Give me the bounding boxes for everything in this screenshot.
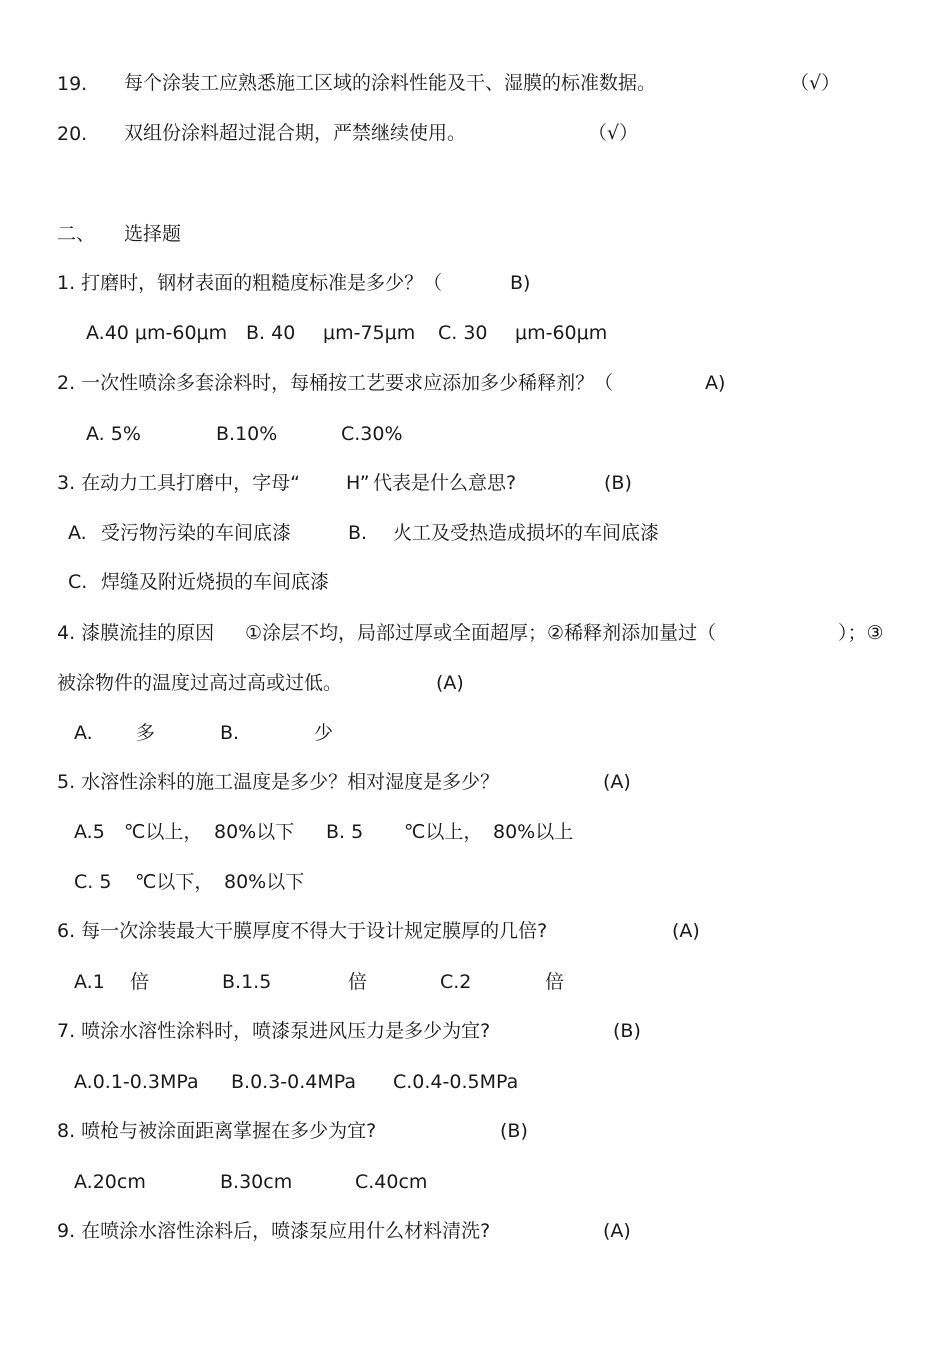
q5-option-a-humidity: 80%以下 — [214, 821, 295, 843]
q7-answer: (B) — [613, 1020, 641, 1042]
q20-text: 双组份涂料超过混合期，严禁继续使用。 — [124, 122, 467, 144]
q1-option-b: B. 40 — [246, 322, 296, 344]
q4-answer: (A) — [436, 672, 464, 694]
q3-letter: H” — [346, 472, 370, 494]
q3-option-b: 火工及受热造成损坏的车间底漆 — [393, 522, 660, 544]
q7-text: 7. 喷涂水溶性涂料时，喷漆泵进风压力是多少为宜? — [57, 1020, 491, 1042]
q1-option-c: C. 30 — [438, 322, 488, 344]
q4-option-b-label: B. — [220, 722, 240, 744]
q6-option-b-unit: 倍 — [348, 971, 368, 993]
section-number: 二、 — [57, 223, 96, 245]
q6-option-c-unit: 倍 — [545, 971, 565, 993]
q5-option-c-temp: ℃以下， — [135, 871, 214, 893]
q5-option-b-humidity: 80%以上 — [493, 821, 574, 843]
q5-option-a: A.5 — [74, 821, 105, 843]
q8-option-a: A.20cm — [74, 1171, 146, 1193]
q6-option-c: C.2 — [440, 971, 472, 993]
q5-answer: (A) — [603, 771, 631, 793]
q1-option-b-unit: μm-75μm — [323, 322, 416, 344]
q4-option-b: 少 — [314, 722, 334, 744]
q8-option-c: C.40cm — [355, 1171, 428, 1193]
q20-answer: （√） — [588, 122, 639, 144]
q5-option-a-temp: ℃以上， — [124, 821, 203, 843]
q7-option-c: C.0.4-0.5MPa — [393, 1071, 519, 1093]
q2-option-a: A. 5% — [86, 423, 141, 445]
q5-option-c: C. 5 — [74, 871, 112, 893]
q4-option-a-label: A. — [74, 722, 93, 744]
q6-answer: (A) — [672, 920, 700, 942]
q1-text: 1. 打磨时，钢材表面的粗糙度标准是多少？（ — [57, 272, 443, 294]
q20-number: 20. — [57, 123, 88, 145]
q9-text: 9. 在喷涂水溶性涂料后，喷漆泵应用什么材料清洗? — [57, 1220, 491, 1242]
q8-answer: (B) — [500, 1120, 528, 1142]
q6-text: 6. 每一次涂装最大干膜厚度不得大于设计规定膜厚的几倍? — [57, 920, 548, 942]
section-title: 选择题 — [124, 223, 182, 245]
q5-option-b-temp: ℃以上， — [404, 821, 483, 843]
q19-text: 每个涂装工应熟悉施工区域的涂料性能及干、湿膜的标准数据。 — [124, 72, 657, 94]
q1-answer: B) — [510, 272, 531, 294]
q19-answer: （√） — [790, 72, 841, 94]
q3-option-c: 焊缝及附近烧损的车间底漆 — [101, 571, 330, 593]
q1-option-c-unit: μm-60μm — [515, 322, 608, 344]
q4-text-line2: 被涂物件的温度过高过高或过低。 — [57, 672, 343, 694]
q5-text: 5. 水溶性涂料的施工温度是多少？相对湿度是多少？ — [57, 771, 500, 793]
q3-option-b-label: B. — [348, 522, 368, 544]
q19-number: 19. — [57, 73, 88, 95]
q7-option-a: A.0.1-0.3MPa — [74, 1071, 199, 1093]
q2-option-b: B.10% — [216, 423, 278, 445]
q4-text-causes: ①涂层不均，局部过厚或全面超厚；②稀释剂添加量过（ — [245, 622, 717, 644]
q5-option-b: B. 5 — [326, 821, 364, 843]
q6-option-a: A.1 — [74, 971, 105, 993]
q8-text: 8. 喷枪与被涂面距离掌握在多少为宜? — [57, 1120, 377, 1142]
q6-option-a-unit: 倍 — [130, 971, 150, 993]
q3-option-a-label: A. — [68, 522, 87, 544]
q6-option-b: B.1.5 — [222, 971, 272, 993]
q4-option-a: 多 — [136, 722, 156, 744]
q3-answer: (B) — [604, 472, 632, 494]
q2-option-c: C.30% — [341, 423, 403, 445]
q4-text-tail: ）；③ — [838, 622, 884, 644]
q3-text: 3. 在动力工具打磨中，字母“ — [57, 472, 301, 494]
q2-answer: A) — [705, 372, 726, 394]
q1-option-a: A.40 μm-60μm — [86, 322, 228, 344]
q4-text: 4. 漆膜流挂的原因 — [57, 622, 215, 644]
q7-option-b: B.0.3-0.4MPa — [231, 1071, 357, 1093]
q8-option-b: B.30cm — [220, 1171, 293, 1193]
q3-option-a: 受污物污染的车间底漆 — [101, 522, 292, 544]
q9-answer: (A) — [603, 1220, 631, 1242]
q3-text-rest: 代表是什么意思? — [373, 472, 517, 494]
q3-option-c-label: C. — [68, 571, 88, 593]
q2-text: 2. 一次性喷涂多套涂料时，每桶按工艺要求应添加多少稀释剂？（ — [57, 372, 614, 394]
q5-option-c-humidity: 80%以下 — [224, 871, 305, 893]
